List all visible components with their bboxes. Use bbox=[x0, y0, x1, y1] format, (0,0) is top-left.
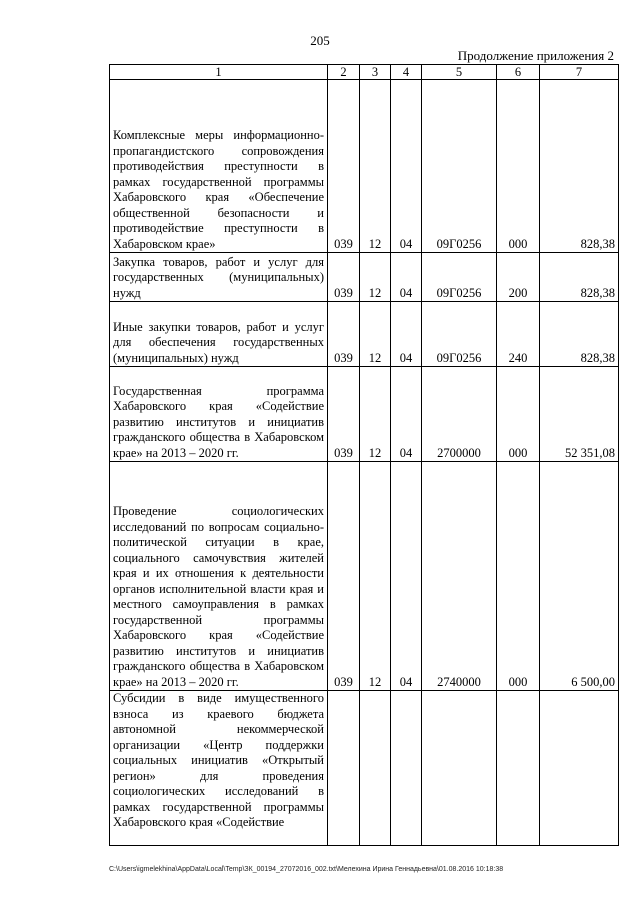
target-article-cell: 2740000 bbox=[422, 462, 497, 691]
ministry-code-cell: 039 bbox=[328, 80, 360, 253]
row-name-cell: Государственная программа Хабаровского края «Содействие развитию институтов и инициатив гражданского общества в Хабаровском крае» на 2013 – 2020 гг. bbox=[110, 367, 328, 462]
section-code-cell: 12 bbox=[360, 462, 391, 691]
expense-type-cell: 000 bbox=[497, 367, 540, 462]
ministry-code-cell: 039 bbox=[328, 367, 360, 462]
row-name-cell: Проведение социологических исследований по вопросам социально-политической ситуации в крае, социального самочувствия жителей края и их отношения к деятельности органов исполнительной власти края и местного самоуправления в рамках государственной программы Хабаровского края «Содействие развитию институтов и инициатив гражданского общества в Хабаровском крае» на 2013 – 2020 гг. bbox=[110, 462, 328, 691]
amount-cell: 6 500,00 bbox=[540, 462, 619, 691]
subsection-code-cell: 04 bbox=[391, 462, 422, 691]
page-number: 205 bbox=[310, 33, 330, 48]
section-code-cell bbox=[360, 691, 391, 846]
column-header: 2 bbox=[328, 65, 360, 80]
amount-cell: 828,38 bbox=[540, 302, 619, 367]
subsection-code-cell: 04 bbox=[391, 367, 422, 462]
ministry-code-cell bbox=[328, 691, 360, 846]
expense-type-cell: 000 bbox=[497, 80, 540, 253]
ministry-code-cell: 039 bbox=[328, 462, 360, 691]
table-row bbox=[110, 302, 619, 367]
table-row bbox=[110, 80, 619, 253]
target-article-cell: 09Г0256 bbox=[422, 253, 497, 302]
target-article-cell: 09Г0256 bbox=[422, 302, 497, 367]
target-article-cell: 2700000 bbox=[422, 367, 497, 462]
column-header: 4 bbox=[391, 65, 422, 80]
row-name-cell: Субсидии в виде имущественного взноса из краевого бюджета автономной некоммерческой организации «Центр поддержки социальных инициатив «Открытый регион» для проведения социологических исследований в рамках государственной программы Хабаровского края «Содействие bbox=[110, 691, 328, 846]
section-code-cell: 12 bbox=[360, 253, 391, 302]
target-article-cell bbox=[422, 691, 497, 846]
section-code-cell: 12 bbox=[360, 302, 391, 367]
amount-cell bbox=[540, 691, 619, 846]
row-name-cell: Закупка товаров, работ и услуг для государственных (муниципальных) нужд bbox=[110, 253, 328, 302]
expense-type-cell: 240 bbox=[497, 302, 540, 367]
budget-table bbox=[109, 64, 619, 846]
row-name-cell: Иные закупки товаров, работ и услуг для обеспечения государственных (муниципальных) нужд bbox=[110, 302, 328, 367]
column-header: 6 bbox=[497, 65, 540, 80]
section-code-cell: 12 bbox=[360, 80, 391, 253]
expense-type-cell: 200 bbox=[497, 253, 540, 302]
column-header: 7 bbox=[540, 65, 619, 80]
target-article-cell: 09Г0256 bbox=[422, 80, 497, 253]
appendix-continuation-label: Продолжение приложения 2 bbox=[457, 48, 614, 63]
subsection-code-cell: 04 bbox=[391, 302, 422, 367]
amount-cell: 828,38 bbox=[540, 253, 619, 302]
table-row bbox=[110, 691, 619, 846]
table-row bbox=[110, 367, 619, 462]
row-name-cell: Комплексные меры информационно-пропагандистского сопровождения противодействия преступности в рамках государственной программы Хабаровского края «Обеспечение общественной безопасности и противодействие преступности в Хабаровском крае» bbox=[110, 80, 328, 253]
table-row bbox=[110, 462, 619, 691]
ministry-code-cell: 039 bbox=[328, 253, 360, 302]
expense-type-cell bbox=[497, 691, 540, 846]
table-header-row bbox=[110, 65, 619, 80]
table-row bbox=[110, 253, 619, 302]
subsection-code-cell: 04 bbox=[391, 80, 422, 253]
subsection-code-cell: 04 bbox=[391, 253, 422, 302]
column-header: 5 bbox=[422, 65, 497, 80]
file-path-footer: C:\Users\igmelekhina\AppData\Local\Temp\ЗК_00194_27072016_002.txt\Мелехина Ирина Геннадьевна\01.08.2016 10:18:38 bbox=[109, 866, 504, 873]
subsection-code-cell bbox=[391, 691, 422, 846]
column-header: 3 bbox=[360, 65, 391, 80]
section-code-cell: 12 bbox=[360, 367, 391, 462]
amount-cell: 52 351,08 bbox=[540, 367, 619, 462]
amount-cell: 828,38 bbox=[540, 80, 619, 253]
column-header: 1 bbox=[110, 65, 328, 80]
expense-type-cell: 000 bbox=[497, 462, 540, 691]
ministry-code-cell: 039 bbox=[328, 302, 360, 367]
